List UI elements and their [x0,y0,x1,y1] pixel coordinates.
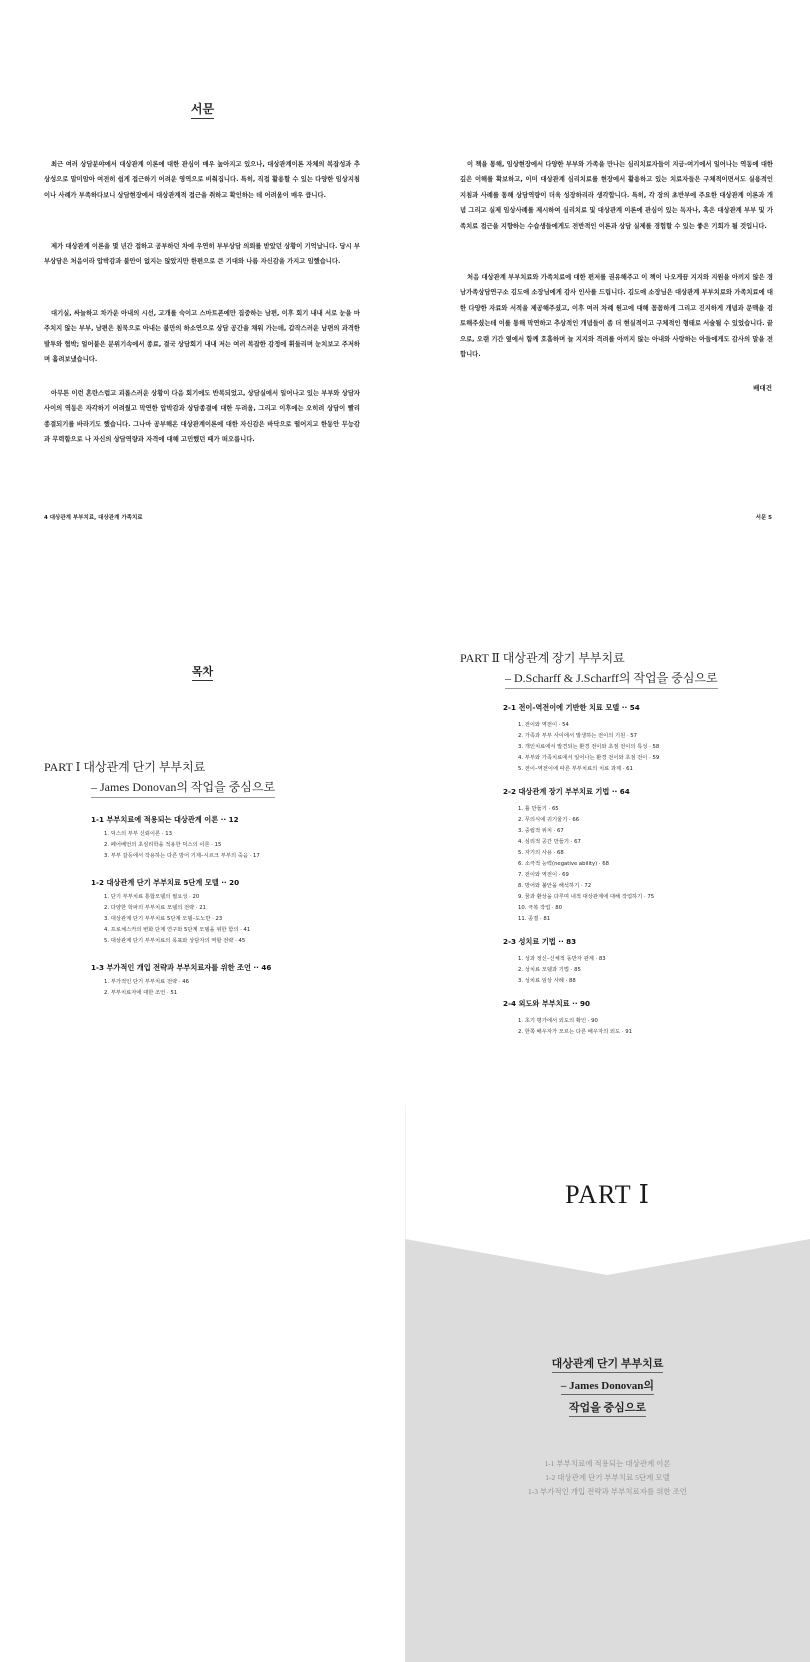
part1-subtitle-line-1: 대상관계 단기 부부치료 [405,1355,810,1371]
toc-item[interactable]: 4. 부부와 가족치료에서 일어나는 환경 전이와 초점 전이 · 59 [518,755,660,761]
toc-item[interactable]: 6. 소극적 능력(negative ability) · 68 [518,861,610,867]
toc-part2-sub: – D.Scharff & J.Scharff의 작업을 중심으로 [505,670,718,689]
toc-item[interactable]: 1. 부가적인 단기 부부치료 전략 · 46 [104,979,189,985]
toc-item[interactable]: 3. 중립적 위치 · 67 [518,828,564,834]
footer-right: 서문 5 [755,515,772,521]
preface-paragraph-4: 아무튼 이런 혼란스럽고 괴롭스러운 상황이 다음 회기에도 반복되었고, 상담실에서 일어나고 있는 부부와 상담자 사이의 역동은 자각하기 어려웠고 막연한 압박감과 상담종결에 대한 두려움, 그리고 이후에는 오히려 상담이 빨리 종결되기를 바라기도 했습니다. 그나마 공부해온 대상관계이론에 대한 자신감은 바닥으로 떨어지고 한동안 무능감과 무력함으로 나 자신의 상담역량과 자격에 대해 고민했던 때가 떠오릅니다. [44,390,360,444]
toc-chapter-1-1[interactable]: 1-1 부부치료에 적용되는 대상관계 이론 ·· 12 [91,815,239,824]
toc-chapter-1-3[interactable]: 1-3 부가적인 개입 전략과 부부치료자를 위한 조언 ·· 46 [91,963,272,972]
toc-item[interactable]: 1. 초기 평가에서 외도의 확인 · 90 [518,1018,598,1024]
part1-subtitle-line-3: 작업을 중심으로 [405,1399,810,1415]
toc-item[interactable]: 10. 극복 작업 · 80 [518,905,563,911]
preface-signature: 배대건 [753,384,772,392]
preface-title: 서문 [0,100,405,117]
toc-item[interactable]: 1. 전이와 역전이 · 54 [518,722,569,728]
preface-paragraph-3: 대기실, 싸늘하고 차가운 아내의 시선, 고개를 숙이고 스마트폰에만 집중하는 남편, 이후 회기 내내 서로 눈을 마주치지 않는 부부, 남편은 침묵으로 아내는 불만의 하소연으로 상담 공간을 채워 가는데, 갑작스러운 남편의 과격한 발투와 협박; 얼어붙은 분위기속에서 종료, 결국 상담회기 내내 저는 여러 복잡한 감정에 휘둘리며 눈치보고 주저하며 흘려보냈습니다. [44,310,360,364]
toc-item[interactable]: 2. 무의식에 귀기울기 · 66 [518,817,580,823]
preface-paragraph-2: 제가 대상관계 이론을 몇 년간 접하고 공부하던 차에 우연히 부부상담 의뢰를 받았던 상황이 기억납니다. 당시 부부상담은 처음이라 압박감과 불안이 없지는 않았지만 한편으로 큰 기대와 나름 자신감을 가지고 임했습니다. [44,243,361,266]
toc-item[interactable]: 8. 방어와 불안을 해석하기 · 72 [518,883,592,889]
part1-big-title: PART Ⅰ [565,1180,650,1209]
toc-item[interactable]: 1. 단기 부부치료 통합모델의 필요성 · 20 [104,894,200,900]
toc-chapter-2-2[interactable]: 2-2 대상관계 장기 부부치료 기법 ·· 64 [503,787,630,796]
part1-toc-line: 1-3 부가적인 개입 전략과 부부치료자를 위한 조언 [528,1487,687,1496]
toc-item[interactable]: 1. 딕스의 부부 신뢰이론 · 13 [104,831,172,837]
toc-item[interactable]: 1. 틀 만들기 · 65 [518,806,559,812]
toc-item[interactable]: 11. 종결 · 81 [518,916,551,922]
part1-toc-line: 1-2 대상관계 단기 부부치료 5단계 모델 [545,1473,670,1482]
toc-title: 목차 [0,663,405,679]
toc-item[interactable]: 9. 꿈과 환상을 다루며 내적 대상관계에 대해 작업하기 · 75 [518,894,655,900]
toc-chapter-2-4[interactable]: 2-4 외도와 부부치료 ·· 90 [503,999,591,1008]
toc-item[interactable]: 2. 성치료 모델과 기법 · 85 [518,967,581,973]
toc-item[interactable]: 5. 자기의 사용 · 68 [518,850,564,856]
preface-paragraph-5: 이 책을 통해, 임상현장에서 다양한 부부와 가족을 만나는 심리치료자들이 지금-여기에서 일어나는 역동에 대한 깊은 이해를 확보하고, 이미 대상관계 심리치료를 현장에서 활용하고 있는 치료자들은 구체적이면서도 실용적인 지침과 사례를 통해 상담역량이 더욱 성장하리라 생각합니다. 특히, 각 장의 초반부에 주요한 대상관계 이론과 개념 그리고 실제 임상사례를 제시하여 심리치료 및 대상관계 이론에 관심이 있는 독자나, 혹은 대상관계 부부 및 가족치료 접근을 지향하는 수습생들에게도 전반적인 이론과 상담 실제를 경험할 수 있는 좋은 기회가 될 것입니다. [460,161,773,230]
toc-chapter-2-3[interactable]: 2-3 성치료 기법 ·· 83 [503,937,577,946]
toc-part1-sub: – James Donovan의 작업을 중심으로 [91,779,275,798]
toc-chapter-2-1[interactable]: 2-1 전이-역전이에 기반한 치료 모델 ·· 54 [503,703,640,712]
toc-item[interactable]: 4. 프로체스카의 변화 단계 연구와 5단계 모델을 위한 함의 · 41 [104,927,251,933]
toc-item[interactable]: 2. 페어베언의 초심리학을 적용한 딕스의 이론 · 15 [104,842,222,848]
part1-title-page [405,1105,810,1662]
preface-paragraph-6: 처음 대상관계 부부치료와 가족치료에 대한 편저를 권유해주고 이 책이 나오게끔 지지와 지원을 아끼지 않은 경남가족상담연구소 김도애 소장님에게 감사 인사를 드립니다. 김도애 소장님은 대상관계 부부치료와 가족치료에 대한 다양한 자료와 서적을 제공해주셨고, 이후 여러 차례 원고에 대해 꼼꼼하게 그리고 진지하게 개념과 문맥을 검토해주셨는데 이를 통해 막연하고 추상적인 개념들이 좀 더 현실적이고 구체적인 형태로 서술될 수 있었습니다. 끝으로, 오랜 기간 옆에서 함께 호흡하며 늘 지지와 격려를 아끼지 않는 아내와 사랑하는 아들에게도 감사의 말을 전합니다. [460,274,773,359]
toc-part1-head: PART Ⅰ 대상관계 단기 부부치료 [44,760,206,774]
toc-item[interactable]: 2. 부부치료자에 대한 조언 · 51 [104,990,178,996]
toc-item[interactable]: 2. 다양한 학파의 부부치료 모델의 전략 · 21 [104,905,207,911]
toc-item[interactable]: 7. 전이와 역전이 · 69 [518,872,569,878]
toc-item[interactable]: 3. 대상관계 단기 부부치료 5단계 모델–도노반 · 23 [104,916,223,922]
footer-left: 4 대상관계 부부치료, 대상관계 가족치료 [44,515,143,521]
toc-item[interactable]: 5. 전이–역전이에 따른 부부치료의 치료 과제 · 61 [518,766,633,772]
toc-chapter-1-2[interactable]: 1-2 대상관계 단기 부부치료 5단계 모델 ·· 20 [91,878,240,887]
chevron-band [405,1239,810,1662]
toc-item[interactable]: 2. 한쪽 배우자가 모르는 다른 배우자의 외도 · 91 [518,1029,632,1035]
toc-item[interactable]: 3. 성치료 임상 사례 · 88 [518,978,576,984]
toc-item[interactable]: 1. 성과 정신–신체적 동반자 관계 · 83 [518,956,606,962]
toc-item[interactable]: 2. 가족과 부부 사이에서 발생하는 전이의 기원 · 57 [518,733,638,739]
preface-paragraph-1: 최근 여러 상담분야에서 대상관계 이론에 대한 관심이 매우 높아지고 있으나, 대상관계이론 자체의 복잡성과 추상성으로 말미암아 여전히 쉽게 접근하기 어려운 영역으로 비춰집니다. 특히, 직접 활용할 수 있는 다양한 임상지침이나 사례가 부족하다보니 상담현장에서 대상관계적 접근을 취하고 확인하는 데 어려움이 매우 큽니다. [44,161,360,199]
toc-item[interactable]: 3. 부부 갈등에서 작용하는 다른 방어 기제–시르크 부부의 죽음 · 17 [104,853,260,859]
part1-toc-line: 1-1 부부치료에 적용되는 대상관계 이론 [544,1459,671,1468]
toc-part2-head: PART Ⅱ 대상관계 장기 부부치료 [460,651,625,665]
part1-subtitle-line-2: – James Donovan의 [405,1377,810,1393]
toc-item[interactable]: 3. 개인치료에서 발견되는 환경 전이와 초점 전이의 특성 · 58 [518,744,660,750]
toc-item[interactable]: 4. 심리적 공간 만들기 · 67 [518,839,581,845]
toc-item[interactable]: 5. 대상관계 단기 부부치료의 목표와 상담자의 역할 전략 · 45 [104,938,246,944]
